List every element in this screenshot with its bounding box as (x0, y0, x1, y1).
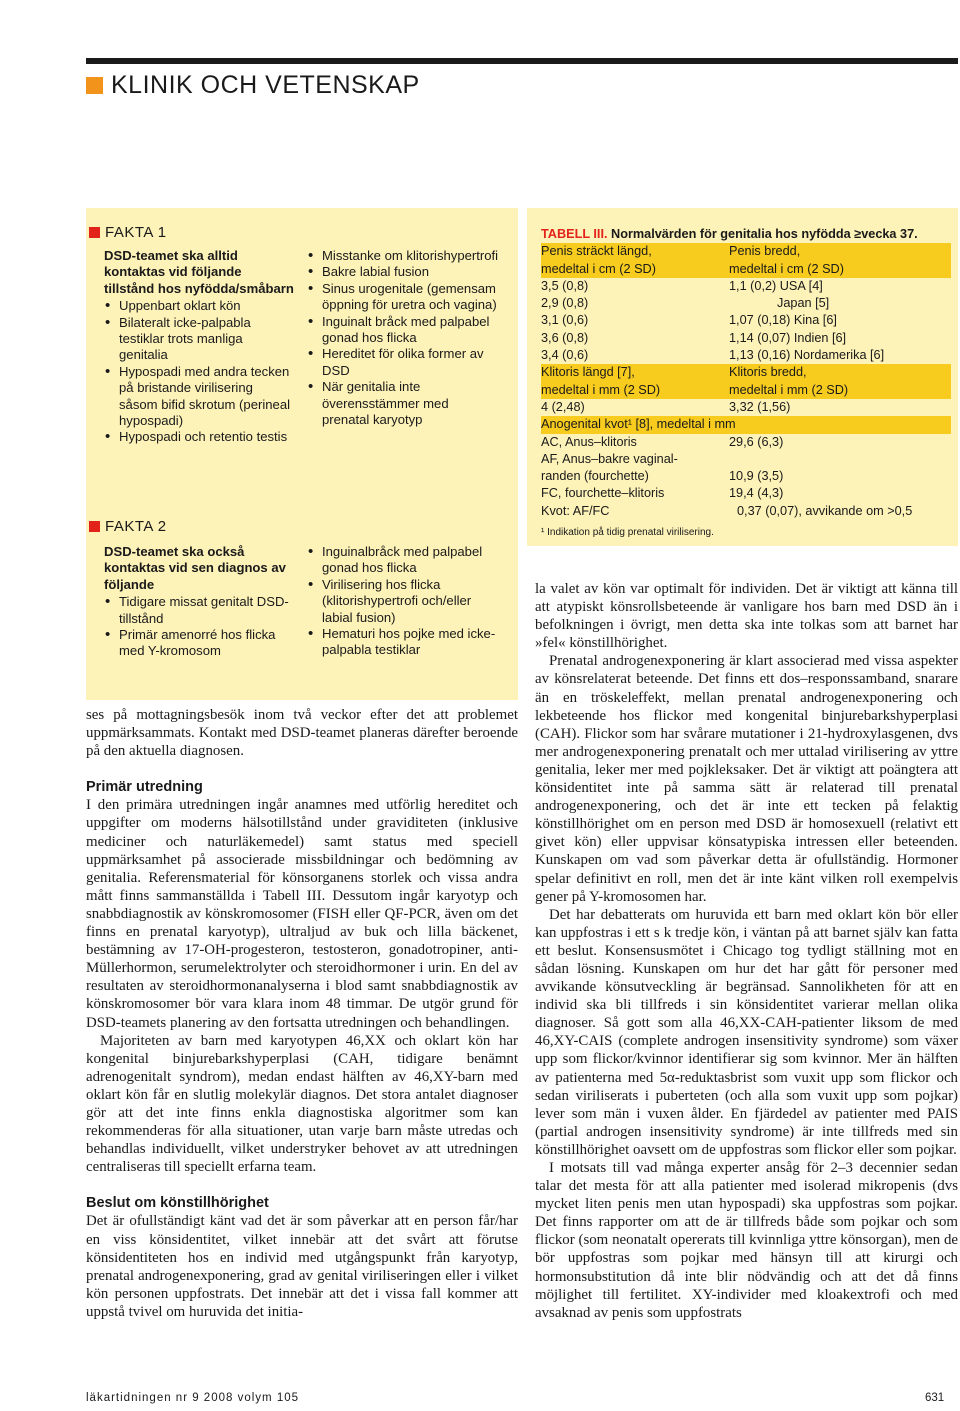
table-label: TABELL III. (541, 227, 608, 241)
fakta1-intro: DSD-teamet ska alltid kontaktas vid följande tillstånd hos nyfödda/småbarn (104, 248, 294, 296)
list-item: • Bilateralt icke-palpabla testiklar trots manliga genitalia (104, 315, 294, 364)
fakta1-right-list (307, 248, 499, 428)
table-row (541, 485, 951, 502)
table-header-cell: Anogenital kvot¹ [8], medeltal i mm (541, 417, 736, 432)
paragraph: ses på mottagningsbesök inom två veckor efter det att problemet uppmärksammats. Kontakt med DSD-teamet planeras därefter beroende på den aktuella diagnosen. (86, 707, 518, 760)
fakta2-right (307, 544, 499, 659)
table-row (541, 468, 951, 485)
table-header-row (541, 243, 951, 260)
list-item: • Hereditet för olika former av DSD (307, 346, 499, 379)
paragraph: Prenatal androgenexponering är klart associerad med vissa aspekter av könsrelaterat beteende. Det finns ett dos–responssamband, snarare än en tröskeleffekt, mellan prenatal androgenexponering och lekbeteende hos flickor med kongenital binjurebarkshyperplasi (CAH). Flickor som har svårare mutationer i 21-hydroxylasgenen, dvs mer androgenexponering prenatalt och mer uttalad virilisering av yttre genitalia, leker mer med pojkleksaker. Det är viktigt att poängtera att könsidentitet inte på samma sätt är relaterad till prenatal androgenexponering, och det är inte ett tecken på felaktig könstillhörighet om en person med DSD är homosexuell (relativt ett givet kön) eller uppvisar könsatypiska intressen eller beteenden. Kunskapen om vad som påverkar detta är ofullständig. Hormoner spelar definitivt en roll, men det är inte känt vilken roll exempelvis gener på Y-kromosomen har. (535, 653, 958, 905)
section-heading: Primär utredning (86, 779, 203, 796)
orange-square-icon (86, 77, 103, 94)
table-row (541, 434, 951, 451)
table-header-row (541, 364, 951, 381)
section-heading: Beslut om könstillhörighet (86, 1195, 269, 1212)
section-header (86, 70, 420, 100)
paragraph: I den primära utredningen ingår anamnes med utförlig hereditet och uppgifter om moderns hälsotillstånd under graviditeten (inklusive mediciner och naturläkemedel) samt status med speciell uppmärksamhet på associerade missbildningar och bedömning av genitalia. Referensmaterial för könsorganens storlek och vissa andra mått finns sammanställda i Tabell III. Dessutom ingår karyotyp och snabbdiagnostik av könskromosomer (FISH eller QF-PCR, även om det finns en prenatal karyotyp), ultraljud av buk och lilla bäckenet, bestämning av 17-OH-progesteron, testosteron, gonadotropiner, anti-Müllerhormon, serumelektrolyter och steroidhormoner i urin. En del av resultaten av steroidhormonanalyserna i blod samt snabbdiagnostik av könskromosomer bör vara klara inom 48 timmar. De utgör grund för DSD-teamets planering av den fortsatta utredningen och behandlingen. (86, 797, 518, 1031)
header-rule (86, 58, 958, 64)
table-caption (541, 226, 951, 243)
table-header-cell: medeltal i cm (2 SD) (541, 261, 656, 276)
table-cell: 1,14 (0,07) Indien [6] (729, 330, 847, 345)
list-item: • Hypospadi och retentio testis (104, 429, 294, 445)
table-row (541, 503, 951, 520)
table-header-cell: medeltal i mm (2 SD) (729, 382, 849, 397)
list-item: • Inguinalt bråck med palpabel gonad hos flicka (307, 314, 499, 347)
red-square-icon (89, 227, 100, 238)
fakta2-heading (89, 518, 167, 535)
table-cell: 4 (2,48) (541, 399, 585, 414)
list-item: • När genitalia inte överensstämmer med prenatal karyotyp (307, 379, 499, 428)
table-row (541, 347, 951, 364)
table-row (541, 330, 951, 347)
table-header-row (541, 261, 951, 278)
fakta1-left (104, 248, 294, 446)
table-row (541, 278, 951, 295)
fakta2-intro: DSD-teamet ska också kontaktas vid sen diagnos av följande (104, 544, 286, 592)
table-cell: 1,1 (0,2) USA [4] (729, 278, 823, 293)
table-cell: 2,9 (0,8) (541, 296, 589, 311)
list-item: • Sinus urogenitale (gemensam öppning för uretra och vagina) (307, 281, 499, 314)
table-cell: AC, Anus–klitoris (541, 434, 637, 449)
table-header-cell: medeltal i cm (2 SD) (729, 261, 844, 276)
paragraph: la valet av kön var optimalt för individen. Det är viktigt att känna till att atypiskt könsrollsbeteende är vanligare hos barn med DSD än i befolkningen i övrigt, men detta ska inte tolkas som att barnet har »fel« könstillhörighet. (535, 581, 958, 652)
table-cell: 3,6 (0,8) (541, 330, 589, 345)
fakta1-title: FAKTA 1 (105, 224, 167, 241)
left-column (86, 706, 518, 1321)
footer-journal: läkartidningen nr 9 2008 volym 105 (86, 1392, 300, 1404)
table-row (541, 399, 951, 416)
fakta2-title: FAKTA 2 (105, 518, 167, 535)
table-cell: 0,37 (0,07), avvikande om >0,5 (737, 503, 913, 518)
fakta1-left-list (104, 298, 294, 446)
table-cell: 1,07 (0,18) Kina [6] (729, 313, 837, 328)
table-cell: 10,9 (3,5) (729, 469, 784, 484)
table-row (541, 451, 951, 468)
paragraph: I motsats till vad många experter ansåg för 2–3 decennier sedan talar det mesta för att alla patienter med isolerad mikropenis (dvs mycket liten penis men utan hypospadi) ska uppfostras som pojkar. Det finns rapporter om att de är tillfreds både som pojkar och som flickor (som neonatalt opererats till kvinnliga yttre könsorgan), men de bör uppfostras som pojkar med hänsyn till att kirurgi och hormonsubstitution då inte blir nödvändig och att det då finns möjlighet till fertilitet. XY-individer med kloakextrofi och med avsaknad av penis som uppfostrats (535, 1160, 958, 1321)
list-item: • Primär amenorré hos flicka med Y-kromosom (104, 627, 294, 660)
table-header-row (541, 382, 951, 399)
fakta2-left-list (104, 594, 294, 660)
list-item: • Tidigare missat genitalt DSD-tillstånd (104, 594, 294, 627)
table-cell (729, 451, 951, 468)
section-title: KLINIK OCH VETENSKAP (111, 70, 420, 99)
table-cell: 3,1 (0,6) (541, 313, 589, 328)
table-cell: 3,5 (0,8) (541, 278, 589, 293)
fakta2-left (104, 544, 294, 660)
table-cell: 3,32 (1,56) (729, 399, 791, 414)
paragraph: Det har debatterats om huruvida ett barn med oklart kön bör eller kan uppfostras i ett s k tredje kön, i väntan på att barnet själv kan fatta ett beslut. Konsensusmötet i Chicago tog tydligt ställning mot en sådan lösning. Kunskapen om hur det har gått för personer med avvikande könsutveckling är begränsad. Sannolikheten för att en individ ska bli tillfreds i sin könsidentitet varierar mellan olika diagnoser. Så gott som alla 46,XX-CAH-patienter liksom de med 46,XY-CAIS (complete androgen insensitivity syndrome) som växer upp som flickor/kvinnor identifierar sig som kvinnor. Mer än hälften av patienterna med 5α-reduktasbrist som vuxit upp som flickor och sedan viriliserats i puberteten (och alla som vuxit upp som pojkar) lever som män i vuxen ålder. En fjärdedel av patienter med PAIS (partial androgen insensitivity syndrome) är inte tillfreds med sin könstillhörighet oavsett om de uppfostras som flickor eller som pojkar. (535, 906, 958, 1158)
list-item: • Virilisering hos flicka (klitorishypertrofi och/eller labial fusion) (307, 577, 499, 626)
right-column (535, 580, 958, 1322)
fakta1-heading (89, 224, 167, 241)
list-item: • Uppenbart oklart kön (104, 298, 294, 314)
table-cell: AF, Anus–bakre vaginal- (541, 451, 678, 466)
table-cell: 19,4 (4,3) (729, 486, 784, 501)
table-cell: randen (fourchette) (541, 469, 649, 484)
fakta1-right (307, 248, 499, 428)
table-row (541, 312, 951, 329)
table-header-cell: Klitoris längd [7], (541, 365, 635, 380)
table-footnote: ¹ Indikation på tidig prenatal virilisering. (541, 527, 714, 539)
table-caption-text: Normalvärden för genitalia hos nyfödda ≥vecka 37. (607, 227, 918, 241)
table-cell: 29,6 (6,3) (729, 434, 784, 449)
red-square-icon (89, 521, 100, 532)
paragraph: Det är ofullständigt känt vad det är som påverkar att en person får/har en viss könsidentitet, vilket innebär att det svårt att förutse könsidentiteten hos en individ med utgångspunkt från karyotyp, prenatal androgenexponering, grad av genital viriliseringen eller i vilket kön personen uppfostrats. Det innebär att det i vissa fall kommer att uppstå tvivel om huruvida det initia- (86, 1213, 518, 1320)
page-number: 631 (925, 1392, 945, 1404)
table-row (541, 295, 951, 312)
table-header-cell: Penis sträckt längd, (541, 244, 652, 259)
table-header-cell: Penis bredd, (729, 244, 801, 259)
paragraph: Majoriteten av barn med karyotypen 46,XX och oklart kön har kongenital binjurebarkshyperplasi (CAH, tidigare benämnt adrenogenitalt syndrom), medan endast hälften av 46,XY-barn med oklart kön får en slutlig molekylär diagnos. Det stora antalet diagnoser gör att det inte finns enkla diagnostiska algoritmer som kan rekommenderas för alla situationer, utan varje barn måste utredas och behandlas individuellt, vilket understryker behovet av att utredningen centraliseras till speciellt erfarna team. (86, 1032, 518, 1176)
list-item: • Inguinalbråck med palpabel gonad hos flicka (307, 544, 499, 577)
table-cell: 3,4 (0,6) (541, 348, 589, 363)
list-item: • Misstanke om klitorishypertrofi (307, 248, 499, 264)
fakta2-right-list (307, 544, 499, 659)
list-item: • Bakre labial fusion (307, 264, 499, 280)
list-item: • Hematuri hos pojke med icke-palpabla testiklar (307, 626, 499, 659)
table-header-row (541, 416, 951, 433)
table-cell: FC, fourchette–klitoris (541, 486, 665, 501)
table-iii (541, 226, 951, 541)
list-item: • Hypospadi med andra tecken på bristande virilisering såsom bifid skrotum (perineal hypospadi) (104, 364, 294, 430)
table-header-cell: medeltal i mm (2 SD) (541, 382, 661, 397)
table-header-cell: Klitoris bredd, (729, 365, 807, 380)
table-cell: Kvot: AF/FC (541, 503, 610, 518)
table-cell: 1,13 (0,16) Nordamerika [6] (729, 348, 885, 363)
table-cell: Japan [5] (777, 296, 830, 311)
